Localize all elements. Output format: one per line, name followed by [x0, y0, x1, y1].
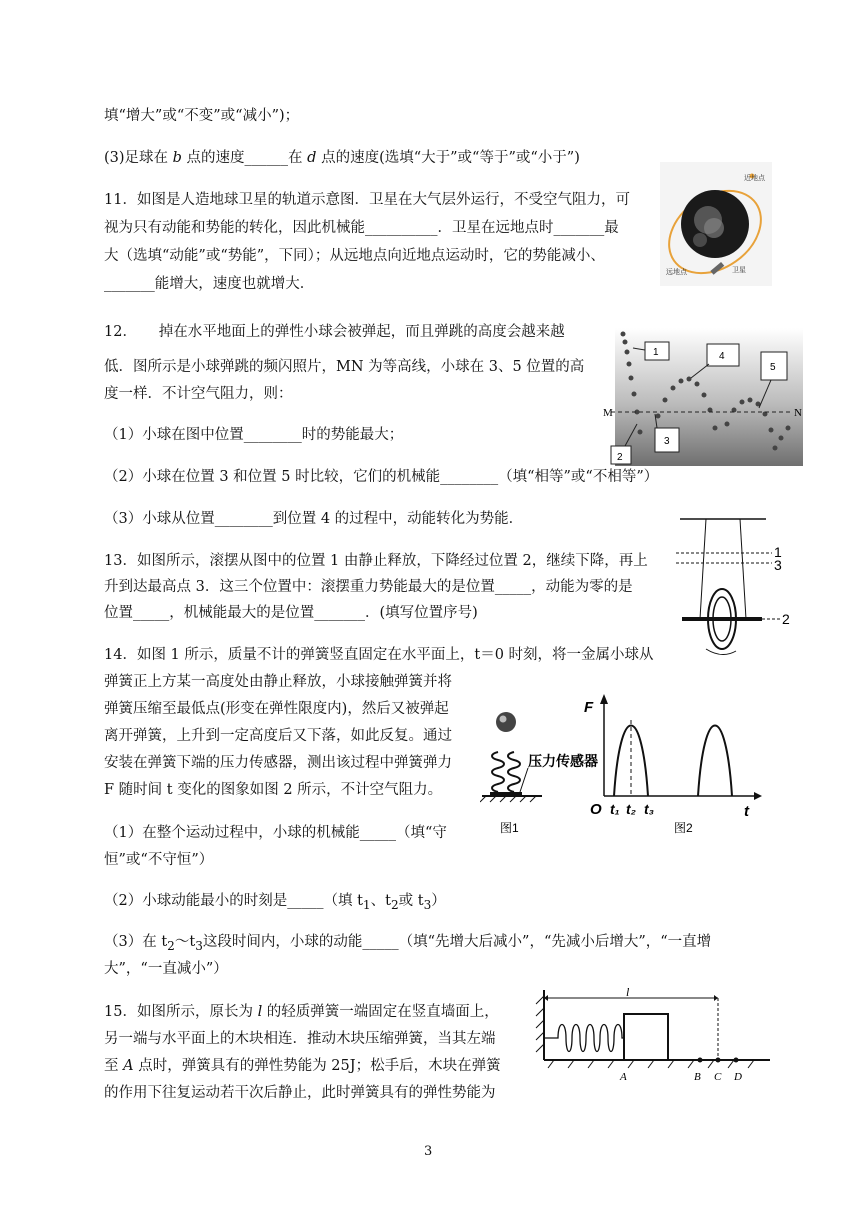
point-A-label: A — [620, 1071, 627, 1083]
figure-1-caption: 图1 — [500, 821, 519, 835]
length-label: l — [626, 985, 630, 999]
question-15-line: 的作用下往复运动若干次后静止，此时弹簧具有的弹性势能为 — [104, 1085, 496, 1101]
position-label-4: 4 — [719, 351, 725, 362]
question-13-line: 13．如图所示，滚摆从图中的位置 1 由静止释放，下降经过位置 2，继续下降，再上 — [104, 553, 648, 569]
point-D-label: D — [734, 1071, 742, 1083]
spring-sensor-figure — [480, 692, 770, 840]
text-line: (3)足球在 b 点的速度______在 d 点的速度(选填“大于”或“等于”或“小于”) — [104, 150, 580, 166]
t3-label: t₃ — [644, 801, 655, 817]
question-15-line: 至 A 点时，弹簧具有的弹性势能为 25J；松手后，木块在弹簧 — [104, 1058, 501, 1074]
question-14-line: 14．如图 1 所示，质量不计的弹簧竖直固定在水平面上，t＝0 时刻，将一金属小球从 — [104, 647, 654, 663]
question-12-line: 度一样．不计空气阻力，则： — [104, 386, 293, 402]
spring-block-figure — [534, 984, 776, 1084]
bouncing-ball-figure — [603, 328, 803, 466]
x-axis-label: t — [744, 803, 749, 820]
figure-2-caption: 图2 — [674, 821, 693, 835]
perigee-label: 近地点 — [744, 175, 765, 182]
maxwell-pendulum-figure — [676, 513, 800, 663]
question-11-line: _______能增大，速度也就增大． — [104, 276, 315, 292]
question-12-line: （3）小球从位置________到位置 4 的过程中，动能转化为势能． — [104, 511, 524, 527]
question-11-line: 11．如图是人造地球卫星的轨道示意图．卫星在大气层外运行，不受空气阻力，可 — [104, 192, 630, 208]
question-12-line: 低．图所示是小球弹跳的频闪照片，MN 为等高线，小球在 3、5 位置的高 — [104, 359, 585, 375]
question-15-line: 另一端与水平面上的木块相连．推动木块压缩弹簧，当其左端 — [104, 1031, 496, 1047]
position-label-3: 3 — [664, 436, 670, 447]
t1-label: t₁ — [610, 801, 620, 817]
position-label-5: 5 — [770, 362, 776, 373]
question-14-line: 离开弹簧，上升到一定高度后又下落，如此反复。通过 — [104, 728, 452, 744]
question-12-line: （2）小球在位置 3 和位置 5 时比较，它们的机械能________（填“相等”或“不相等”） — [104, 469, 659, 485]
question-11-line: 大（选填“动能”或“势能”，下同）；从远地点向近地点运动时，它的势能减小、 — [104, 248, 605, 264]
question-15-line: 15．如图所示，原长为 l 的轻质弹簧一端固定在竖直墙面上， — [104, 1004, 499, 1020]
satellite-label: 卫星 — [732, 267, 746, 274]
sensor-label: 压力传感器 — [528, 753, 598, 769]
position-label-3: 3 — [774, 557, 782, 573]
apogee-label: 远地点 — [666, 269, 687, 276]
y-axis-label: F — [584, 699, 594, 716]
origin-label: O — [590, 801, 602, 818]
question-12-line: （1）小球在图中位置________时的势能最大； — [104, 427, 404, 443]
question-14-line: 安装在弹簧下端的压力传感器，测出该过程中弹簧弹力 — [104, 755, 452, 771]
question-14-line: 弹簧压缩至最低点(形变在弹性限度内)，然后又被弹起 — [104, 701, 449, 717]
question-11-line: 视为只有动能和势能的转化，因此机械能__________．卫星在远地点时_______最 — [104, 220, 619, 236]
question-14-line: 弹簧正上方某一高度处由静止释放，小球接触弹簧并将 — [104, 674, 452, 690]
question-14-line: F 随时间 t 变化的图象如图 2 所示，不计空气阻力。 — [104, 782, 443, 798]
question-14-line: （2）小球动能最小的时刻是_____（填 $t_1$、$t_2$或 $t_3$） — [104, 893, 446, 912]
point-B-label: B — [694, 1071, 701, 1083]
question-13-line: 升到达最高点 3．这三个位置中：滚摆重力势能最大的是位置_____，动能为零的是 — [104, 579, 633, 595]
question-12-line: 12． 掉在水平地面上的弹性小球会被弹起，而且弹跳的高度会越来越 — [104, 324, 565, 340]
label-M: M — [603, 407, 613, 419]
position-label-2: 2 — [617, 452, 623, 463]
text-line: 填“增大”或“不变”或“减小”)； — [104, 108, 300, 124]
question-14-line: 大”，“一直减小”） — [104, 961, 228, 977]
position-label-1: 1 — [774, 544, 782, 560]
page-number: 3 — [424, 1144, 433, 1159]
question-14-line: 恒”或“不守恒”） — [104, 852, 214, 868]
question-14-line: （3）在 $t_2\sim t_3$这段时间内，小球的动能_____（填“先增大后减小”，“先减小后增大”，“一直增 — [104, 934, 712, 953]
position-label-2: 2 — [782, 611, 790, 627]
position-label-1: 1 — [653, 347, 659, 358]
label-N: N — [794, 407, 802, 419]
question-13-line: 位置_____，机械能最大的是位置_______．(填写位置序号) — [104, 605, 478, 621]
point-C-label: C — [714, 1071, 722, 1083]
question-14-line: （1）在整个运动过程中，小球的机械能_____（填“守 — [104, 825, 447, 841]
t2-label: t₂ — [626, 801, 637, 817]
satellite-orbit-figure — [660, 162, 772, 286]
